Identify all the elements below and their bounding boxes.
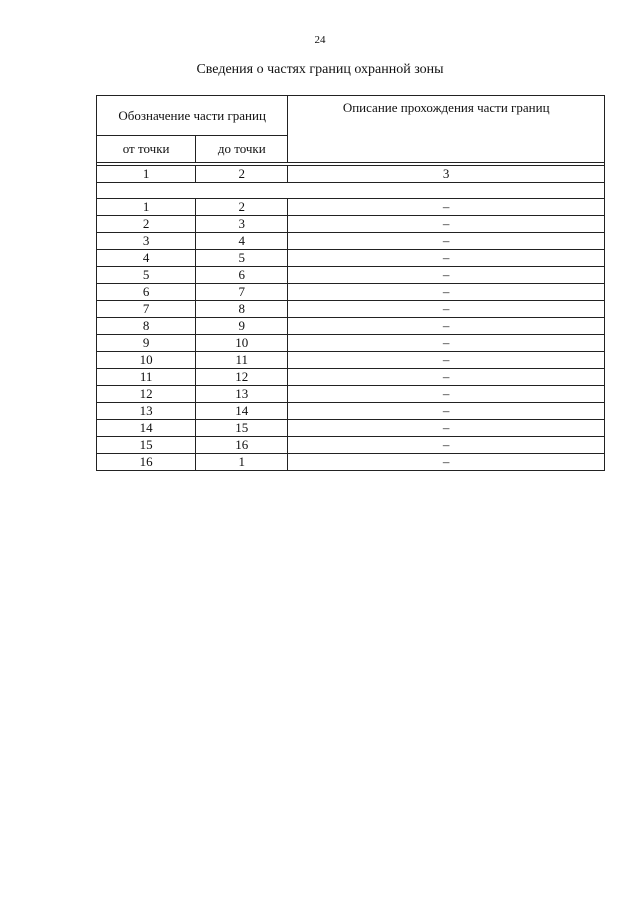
table-row: [97, 437, 605, 454]
description-cell: –: [288, 318, 605, 335]
table-row: [97, 352, 605, 369]
to-point-cell: 11: [196, 352, 288, 369]
to-point-cell: 12: [196, 369, 288, 386]
page-number: 24: [314, 34, 326, 46]
to-point-cell: 2: [196, 199, 288, 216]
to-point-cell: 1: [196, 454, 288, 471]
description-cell: –: [288, 335, 605, 352]
header-from-point: от точки: [97, 136, 196, 163]
table-row: [97, 216, 605, 233]
table-row: [97, 420, 605, 437]
header-boundary-description: Описание прохождения части границ: [288, 96, 605, 163]
to-point-cell: 6: [196, 267, 288, 284]
description-cell: –: [288, 352, 605, 369]
table-row: [97, 318, 605, 335]
table-row: [97, 199, 605, 216]
from-point-cell: 14: [97, 420, 196, 437]
section-blank-row: [97, 183, 605, 199]
header-boundary-designation: Обозначение части границ: [97, 96, 288, 136]
document-title: Сведения о частях границ охранной зоны: [196, 62, 444, 77]
section-blank-cell: [97, 183, 605, 199]
to-point-cell: 13: [196, 386, 288, 403]
description-cell: –: [288, 437, 605, 454]
table-row: [97, 267, 605, 284]
description-cell: –: [288, 403, 605, 420]
table-row: [97, 403, 605, 420]
column-number-2: 2: [196, 166, 288, 183]
description-cell: –: [288, 369, 605, 386]
description-cell: –: [288, 284, 605, 301]
to-point-cell: 9: [196, 318, 288, 335]
table-row: [97, 369, 605, 386]
column-number-row: [97, 166, 605, 183]
header-row: [97, 96, 605, 136]
from-point-cell: 8: [97, 318, 196, 335]
from-point-cell: 10: [97, 352, 196, 369]
to-point-cell: 4: [196, 233, 288, 250]
table-row: [97, 233, 605, 250]
description-cell: –: [288, 301, 605, 318]
to-point-cell: 7: [196, 284, 288, 301]
to-point-cell: 16: [196, 437, 288, 454]
from-point-cell: 5: [97, 267, 196, 284]
to-point-cell: 14: [196, 403, 288, 420]
from-point-cell: 7: [97, 301, 196, 318]
description-cell: –: [288, 233, 605, 250]
table-row: [97, 284, 605, 301]
from-point-cell: 16: [97, 454, 196, 471]
from-point-cell: 12: [97, 386, 196, 403]
from-point-cell: 6: [97, 284, 196, 301]
description-cell: –: [288, 216, 605, 233]
header-to-point: до точки: [196, 136, 288, 163]
table-row: [97, 250, 605, 267]
description-cell: –: [288, 420, 605, 437]
from-point-cell: 2: [97, 216, 196, 233]
column-number-1: 1: [97, 166, 196, 183]
description-cell: –: [288, 267, 605, 284]
from-point-cell: 15: [97, 437, 196, 454]
description-cell: –: [288, 199, 605, 216]
to-point-cell: 5: [196, 250, 288, 267]
from-point-cell: 4: [97, 250, 196, 267]
column-number-3: 3: [288, 166, 605, 183]
to-point-cell: 8: [196, 301, 288, 318]
from-point-cell: 1: [97, 199, 196, 216]
table-row: [97, 301, 605, 318]
boundary-parts-table: [96, 95, 605, 471]
to-point-cell: 3: [196, 216, 288, 233]
to-point-cell: 10: [196, 335, 288, 352]
description-cell: –: [288, 250, 605, 267]
to-point-cell: 15: [196, 420, 288, 437]
from-point-cell: 13: [97, 403, 196, 420]
from-point-cell: 3: [97, 233, 196, 250]
description-cell: –: [288, 386, 605, 403]
from-point-cell: 11: [97, 369, 196, 386]
from-point-cell: 9: [97, 335, 196, 352]
table-row: [97, 386, 605, 403]
table-row: [97, 335, 605, 352]
description-cell: –: [288, 454, 605, 471]
table-row: [97, 454, 605, 471]
